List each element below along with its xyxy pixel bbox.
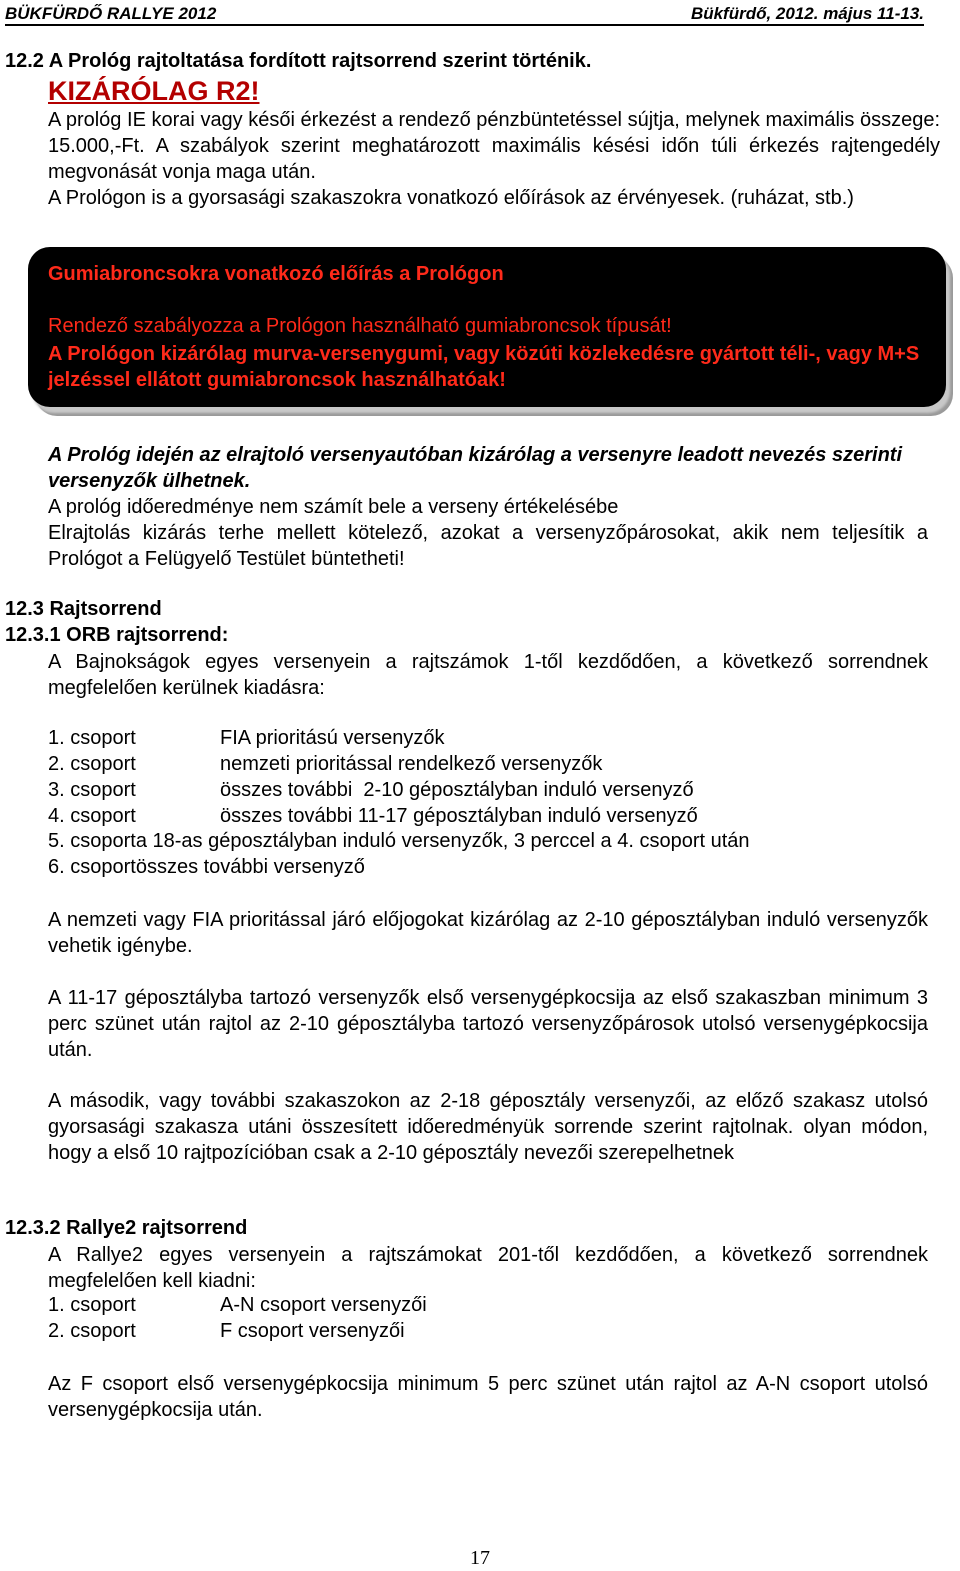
tyre-box-allowed-tyres: A Prológon kizárólag murva-versenygumi, vagy közúti közlekedésre gyártott téli-, vagy M+S jelzéssel ellátott gumiabroncsok használhatóak! [48,343,920,391]
rallye2-order-intro: A Rallye2 egyes versenyein a rajtszámokat 201-től kezdődően, a következő sorrendnek megfelelően kell kiadni: [48,1244,928,1292]
orb-order-intro: A Bajnokságok egyes versenyein a rajtszámok 1-től kezdődően, a következő sorrendnek megfelelően kerülnek kiadásra: [48,651,928,699]
orb-group-desc: összes további 2-10 géposztályban induló versenyző [220,779,694,801]
orb-group-5: 5. csoporta 18-as géposztályban induló versenyzők, 3 perccel a 4. csoport után [48,830,750,852]
prolog-crew-rule: A Prológ idején az elrajtoló versenyautóban kizárólag a versenyre leadott nevezés szerinti versenyzők ülhetnek. [48,444,903,492]
prolog-start-obligation: Elrajtolás kizárás terhe mellett kötelező, azokat a versenyzőpárosokat, akik nem teljesítik a Prológot a Felügyelő Testület büntetheti! [48,522,928,570]
rallye2-group-label: 1. csoport [48,1294,136,1316]
orb-group-desc: összes további 11-17 géposztályban induló versenyző [220,805,698,827]
orb-group-6: 6. csoportösszes további versenyző [48,856,365,878]
rallye2-group-desc: F csoport versenyzői [220,1320,405,1342]
prolog-rules-paragraph: A Prológon is a gyorsasági szakaszokra vonatkozó előírások az érvényesek. (ruházat, stb.) [48,187,854,209]
tyre-box-organizer-line: Rendező szabályozza a Prológon használható gumiabroncsok típusát! [48,315,672,337]
orb-group-row [48,805,698,828]
header-event-date: Bükfürdő, 2012. május 11-13. [690,4,924,23]
prolog-result-note: A prológ időeredménye nem számít bele a verseny értékelésébe [48,496,619,518]
rallye2-group-label: 2. csoport [48,1320,136,1342]
class-11-17-paragraph: A 11-17 géposztályba tartozó versenyzők első versenygépkocsija az első szakaszban minimum 3 perc szünet után rajtol az 2-10 géposztályba tartozó versenyzőpárosok utolsó versenygépkocsija után. [48,987,928,1061]
orb-group-label: 4. csoport [48,805,136,827]
section-12-3-1-heading: 12.3.1 ORB rajtsorrend: [5,624,229,646]
late-arrival-paragraph: A prológ IE korai vagy késői érkezést a rendező pénzbüntetéssel sújtja, melynek maximális összege: 15.000,-Ft. A szabályok szerint meghatározott maximális késési időn túli érkezés rajtengedély megvonását vonja maga után. [48,109,940,183]
section-12-3-2-heading: 12.3.2 Rallye2 rajtsorrend [5,1217,248,1239]
tyre-regulation-box [28,247,946,407]
section-12-2-heading: 12.2 A Prológ rajtoltatása fordított rajtsorrend szerint történik. [5,50,592,72]
orb-group-label: 2. csoport [48,753,136,775]
orb-group-row [48,753,602,776]
f-group-paragraph: Az F csoport első versenygépkocsija minimum 5 perc szünet után rajtol az A-N csoport utolsó versenygépkocsija után. [48,1373,928,1421]
rallye2-group-row [48,1294,427,1317]
orb-group-row [48,779,694,802]
rallye2-group-row [48,1320,405,1343]
header-event-title: BÜKFÜRDŐ RALLYE 2012 [5,4,217,23]
later-stages-paragraph: A második, vagy további szakaszokon az 2-18 géposztály versenyzői, az előző szakasz utolsó gyorsasági szakasza utáni összesített időeredményük sorrende szerint rajtolnak. olyan módon, hogy a első 10 rajtpozícióban csak a 2-10 géposztály nevezői szerepelhetnek [48,1090,928,1164]
priority-paragraph: A nemzeti vagy FIA prioritással járó előjogokat kizárólag az 2-10 géposztályban induló versenyzők vehetik igénybe. [48,909,928,957]
page-number: 17 [470,1547,490,1569]
orb-group-desc: nemzeti prioritással rendelkező versenyzők [220,753,603,775]
header-divider [5,24,924,26]
orb-group-desc: FIA prioritású versenyzők [220,727,445,749]
section-12-3-heading: 12.3 Rajtsorrend [5,598,162,620]
rallye2-group-desc: A-N csoport versenyzői [220,1294,427,1316]
orb-group-row [48,727,445,750]
orb-group-label: 3. csoport [48,779,136,801]
orb-group-label: 1. csoport [48,727,136,749]
tyre-box-title: Gumiabroncsokra vonatkozó előírás a Prológon [48,263,504,285]
r2-only-notice: KIZÁRÓLAG R2! [48,76,260,106]
